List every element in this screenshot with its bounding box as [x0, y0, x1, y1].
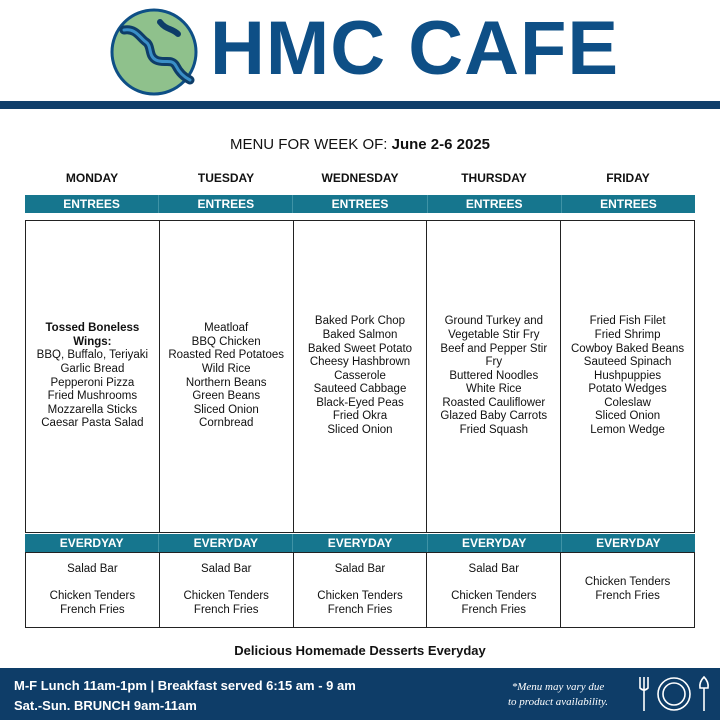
menu-item: Sauteed Spinach [583, 356, 672, 369]
everyday-label: EVERYDAY [293, 534, 427, 552]
entrees-label: ENTREES [159, 195, 293, 213]
everyday-band [25, 534, 695, 552]
menu-item: Garlic Bread [60, 362, 125, 375]
menu-item: Northern Beans [185, 376, 267, 389]
week-date: June 2-6 2025 [391, 136, 491, 153]
menu-item: Fried Shrimp [594, 328, 661, 341]
entrees-monday [26, 221, 160, 532]
menu-item: Cornbread [199, 417, 254, 430]
entrees-wednesday [294, 221, 428, 532]
header-divider [0, 101, 720, 109]
menu-item: Caesar Pasta Salad [41, 417, 144, 430]
menu-item: BBQ Chicken [191, 335, 261, 348]
menu-item: Salad Bar [468, 562, 520, 575]
menu-item: White Rice [465, 383, 522, 396]
everyday-thursday [427, 553, 561, 627]
menu-item: Sliced Onion [193, 403, 259, 416]
menu-item: Sliced Onion [594, 410, 661, 423]
menu-item: Roasted Red Potatoes [168, 349, 285, 362]
everyday-label: EVERYDAY [596, 536, 661, 550]
menu-item: Vegetable Stir Fry [448, 328, 540, 341]
place-setting-icon [636, 674, 712, 714]
menu-item: BBQ, Buffalo, Teriyaki [36, 349, 149, 362]
everyday-label: EVERYDAY [428, 534, 562, 552]
menu-item: Coleslaw [604, 396, 651, 409]
note-line: *Menu may vary due [511, 681, 605, 693]
menu-item: Mozzarella Sticks [47, 403, 138, 416]
menu-item: Fried Fish Filet [589, 315, 666, 328]
menu-item: Chicken Tenders [451, 590, 537, 602]
day-monday: MONDAY [65, 171, 119, 185]
day-wednesday: WEDNESDAY [321, 171, 399, 185]
everyday-monday [26, 553, 160, 627]
menu-item: Cowboy Baked Beans [571, 342, 685, 355]
menu-item: Black-Eyed Peas [316, 396, 404, 409]
menu-item: Salad Bar [67, 562, 118, 575]
menu-item: Fried Squash [459, 424, 528, 437]
menu-item: Salad Bar [334, 562, 386, 575]
entrees-label: ENTREES [428, 195, 562, 213]
week-title-label: MENU FOR WEEK OF: [229, 136, 392, 153]
menu-item: Lemon Wedge [590, 424, 665, 437]
hours-weekday: M-F Lunch 11am-1pm | Breakfast served 6:15 am - 9 am [14, 678, 356, 693]
day-header-row [25, 171, 695, 187]
globe-river-logo [110, 8, 198, 96]
menu-item: Fried Mushrooms [47, 390, 138, 403]
entrees-band [25, 195, 695, 213]
menu-item: Potato Wedges [588, 383, 667, 396]
hours [14, 676, 356, 716]
menu-item: Wild Rice [201, 362, 251, 375]
menu-item: Beef and Pepper Stir [440, 342, 548, 355]
menu-item: Baked Salmon [322, 328, 398, 341]
menu-item: Roasted Cauliflower [442, 396, 546, 409]
everyday-grid [25, 552, 695, 628]
menu-item: Glazed Baby Carrots [440, 410, 548, 423]
menu-item: Fry [485, 356, 503, 369]
week-title [0, 136, 720, 153]
menu-item: Fried Okra [332, 410, 388, 423]
menu-item: Chicken Tenders [317, 590, 403, 602]
menu-item: Salad Bar [200, 562, 252, 575]
menu-item: Hushpuppies [594, 369, 662, 382]
menu-item: Meatloaf [204, 322, 249, 335]
menu-item: French Fries [60, 603, 125, 616]
menu-item: French Fries [595, 590, 660, 602]
header [0, 0, 720, 100]
everyday-label: EVERYDAY [159, 534, 293, 552]
menu-item: Ground Turkey and [444, 315, 544, 328]
menu-item: Casserole [334, 369, 386, 382]
day-friday: FRIDAY [606, 171, 650, 185]
day-thursday: THURSDAY [461, 171, 527, 185]
everyday-tuesday [160, 553, 294, 627]
menu-item: Green Beans [192, 390, 261, 403]
menu-item: French Fries [461, 603, 527, 616]
entrees-label: ENTREES [293, 195, 427, 213]
menu-heading: Tossed Boneless Wings: [45, 322, 140, 348]
menu-item: Pepperoni Pizza [50, 376, 135, 389]
day-tuesday: TUESDAY [197, 171, 255, 185]
menu-item: Chicken Tenders [49, 590, 136, 602]
entrees-friday [561, 221, 694, 532]
desserts-note: Delicious Homemade Desserts Everyday [234, 643, 486, 658]
entrees-tuesday [160, 221, 294, 532]
footer [0, 668, 720, 720]
entrees-label: ENTREES [600, 197, 657, 211]
menu-item: Baked Sweet Potato [307, 342, 413, 355]
everyday-friday [561, 553, 694, 627]
menu-item: Sauteed Cabbage [313, 383, 407, 396]
menu-item: Baked Pork Chop [314, 315, 406, 328]
everyday-wednesday [294, 553, 428, 627]
menu-item: Chicken Tenders [183, 590, 269, 602]
note-line: to product availability. [507, 696, 609, 708]
availability-note [488, 680, 628, 710]
entrees-label: ENTREES [25, 195, 159, 213]
menu-item: Chicken Tenders [584, 576, 671, 589]
menu-item: Sliced Onion [327, 424, 393, 437]
menu-item: French Fries [327, 603, 393, 616]
entrees-thursday [427, 221, 561, 532]
cafe-name: HMC CAFE [210, 6, 620, 91]
everyday-label: EVERDYAY [25, 534, 159, 552]
entrees-grid [25, 220, 695, 533]
menu-item: Buttered Noodles [449, 369, 539, 382]
menu-item: French Fries [193, 603, 259, 616]
hours-weekend: Sat.-Sun. BRUNCH 9am-11am [14, 698, 197, 713]
menu-item: Cheesy Hashbrown [309, 356, 411, 369]
